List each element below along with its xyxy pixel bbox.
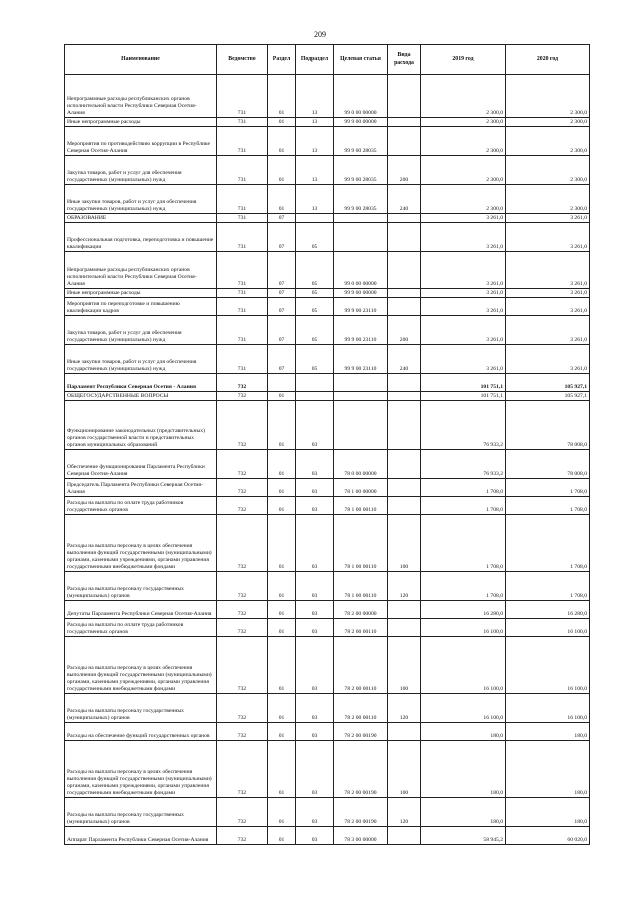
row-podrazdel: 03 <box>296 619 334 637</box>
table-row <box>65 515 590 572</box>
table-row <box>65 118 590 127</box>
row-razdel: 01 <box>268 497 296 515</box>
row-vedomstvo: 731 <box>217 289 268 298</box>
row-vedomstvo: 732 <box>217 479 268 497</box>
row-name: Расходы на выплаты персоналу в целях обеспечения выполнения функций государственными (муниципальными) органами, казенными учреждениями, органами управления государственными внебюджетными фондами <box>65 741 217 798</box>
row-razdel: 01 <box>268 392 296 401</box>
row-razdel: 01 <box>268 401 296 450</box>
table-row <box>65 401 590 450</box>
row-expense-type: 240 <box>388 345 421 374</box>
row-amount-2020: 2 300,0 <box>506 156 590 185</box>
row-name: ОБЩЕГОСУДАРСТВЕННЫЕ ВОПРОСЫ <box>65 392 217 401</box>
row-target-article: 99 9 00 28035 <box>334 156 388 185</box>
row-expense-type <box>388 75 421 118</box>
row-expense-type <box>388 118 421 127</box>
row-razdel: 07 <box>268 289 296 298</box>
header-vedomstvo: Ведомство <box>217 45 268 75</box>
row-name: Закупка товаров, работ и услуг для обеспечения государственных (муниципальных) нужд <box>65 316 217 345</box>
row-name: Аппарат Парламента Республики Северная Осетия-Алания <box>65 827 217 845</box>
row-amount-2020: 105 927,1 <box>506 374 590 392</box>
row-amount-2019: 1 708,0 <box>421 497 506 515</box>
table-row <box>65 289 590 298</box>
row-amount-2019: 76 933,2 <box>421 401 506 450</box>
row-name: Расходы на выплаты по оплате труда работников государственных органов <box>65 619 217 637</box>
row-target-article: 78 0 00 00000 <box>334 450 388 479</box>
table-row <box>65 572 590 601</box>
row-amount-2019: 101 751,1 <box>421 374 506 392</box>
row-vedomstvo: 731 <box>217 156 268 185</box>
row-target-article <box>334 374 388 392</box>
row-podrazdel: 03 <box>296 637 334 694</box>
row-name: Расходы на выплаты персоналу государственных (муниципальных) органов <box>65 798 217 827</box>
row-amount-2020: 3 261,0 <box>506 345 590 374</box>
row-amount-2019: 1 708,0 <box>421 479 506 497</box>
row-razdel: 01 <box>268 798 296 827</box>
row-expense-type <box>388 127 421 156</box>
row-expense-type <box>388 479 421 497</box>
row-amount-2019: 3 261,0 <box>421 252 506 289</box>
row-expense-type <box>388 497 421 515</box>
row-amount-2019: 16 280,0 <box>421 601 506 619</box>
row-amount-2019: 101 751,1 <box>421 392 506 401</box>
row-razdel: 01 <box>268 741 296 798</box>
row-amount-2020: 180,0 <box>506 798 590 827</box>
header-target-article: Целевая статья <box>334 45 388 75</box>
row-name: ОБРАЗОВАНИЕ <box>65 214 217 223</box>
budget-table <box>64 44 590 845</box>
header-year-2020: 2020 год <box>506 45 590 75</box>
row-target-article: 78 2 00 00110 <box>334 637 388 694</box>
row-podrazdel: 03 <box>296 479 334 497</box>
row-target-article: 78 2 00 00190 <box>334 798 388 827</box>
row-expense-type <box>388 450 421 479</box>
row-vedomstvo: 731 <box>217 252 268 289</box>
row-razdel: 01 <box>268 572 296 601</box>
row-name: Иные непрограммные расходы <box>65 289 217 298</box>
header-podrazdel: Подраздел <box>296 45 334 75</box>
row-razdel: 01 <box>268 619 296 637</box>
row-name: Функционирование законодательных (представительных) органов государственной власти и представительных органов муниципальных образований <box>65 401 217 450</box>
row-amount-2020: 16 100,0 <box>506 694 590 723</box>
table-row <box>65 798 590 827</box>
row-podrazdel: 13 <box>296 127 334 156</box>
row-target-article: 78 2 00 00110 <box>334 694 388 723</box>
row-podrazdel: 03 <box>296 572 334 601</box>
table-row <box>65 185 590 214</box>
row-razdel: 01 <box>268 515 296 572</box>
row-amount-2020: 3 261,0 <box>506 289 590 298</box>
header-year-2019: 2019 год <box>421 45 506 75</box>
row-expense-type: 240 <box>388 185 421 214</box>
row-podrazdel <box>296 392 334 401</box>
table-row <box>65 827 590 845</box>
page-number: 209 <box>314 30 326 39</box>
row-target-article: 99 9 00 00000 <box>334 118 388 127</box>
row-razdel: 07 <box>268 223 296 252</box>
row-podrazdel: 13 <box>296 118 334 127</box>
row-amount-2019: 3 261,0 <box>421 316 506 345</box>
row-expense-type <box>388 223 421 252</box>
row-vedomstvo: 731 <box>217 316 268 345</box>
row-amount-2019: 16 100,0 <box>421 694 506 723</box>
row-podrazdel: 13 <box>296 156 334 185</box>
row-razdel: 01 <box>268 637 296 694</box>
table-row <box>65 497 590 515</box>
row-razdel: 01 <box>268 450 296 479</box>
row-podrazdel: 03 <box>296 798 334 827</box>
row-target-article <box>334 392 388 401</box>
row-amount-2020: 78 008,0 <box>506 401 590 450</box>
row-podrazdel: 03 <box>296 401 334 450</box>
row-name: Расходы на выплаты персоналу в целях обеспечения выполнения функций государственными (муниципальными) органами, казенными учреждениями, органами управления государственными внебюджетными фондами <box>65 637 217 694</box>
row-expense-type <box>388 392 421 401</box>
row-name: Мероприятия по переподготовке и повышению квалификации кадров <box>65 298 217 316</box>
row-target-article: 78 1 00 00110 <box>334 515 388 572</box>
row-expense-type <box>388 298 421 316</box>
row-amount-2019: 2 300,0 <box>421 75 506 118</box>
row-amount-2019: 16 100,0 <box>421 637 506 694</box>
row-podrazdel: 03 <box>296 723 334 741</box>
row-podrazdel: 05 <box>296 289 334 298</box>
row-target-article: 99 9 00 23110 <box>334 345 388 374</box>
row-name: Закупка товаров, работ и услуг для обеспечения государственных (муниципальных) нужд <box>65 156 217 185</box>
table-row <box>65 75 590 118</box>
row-target-article <box>334 223 388 252</box>
row-expense-type <box>388 827 421 845</box>
row-vedomstvo: 731 <box>217 185 268 214</box>
row-target-article: 78 1 00 00000 <box>334 479 388 497</box>
row-razdel: 01 <box>268 723 296 741</box>
row-target-article: 99 9 00 23110 <box>334 316 388 345</box>
row-amount-2020: 1 708,0 <box>506 497 590 515</box>
row-amount-2019: 3 261,0 <box>421 289 506 298</box>
row-vedomstvo: 731 <box>217 75 268 118</box>
row-razdel: 07 <box>268 214 296 223</box>
row-vedomstvo: 732 <box>217 741 268 798</box>
row-amount-2019: 76 933,2 <box>421 450 506 479</box>
row-name: Иные непрограммные расходы <box>65 118 217 127</box>
row-amount-2019: 3 261,0 <box>421 298 506 316</box>
row-expense-type <box>388 252 421 289</box>
header-expense-type: Вида расхода <box>388 45 421 75</box>
row-amount-2020: 78 008,0 <box>506 450 590 479</box>
table-row <box>65 127 590 156</box>
row-vedomstvo: 731 <box>217 345 268 374</box>
row-expense-type <box>388 214 421 223</box>
row-name: Мероприятия по противодействию коррупции в Республике Северная Осетия-Алания <box>65 127 217 156</box>
row-vedomstvo: 732 <box>217 515 268 572</box>
row-name: Иные закупки товаров, работ и услуг для обеспечения государственных (муниципальных) нужд <box>65 345 217 374</box>
row-expense-type: 100 <box>388 637 421 694</box>
row-vedomstvo: 732 <box>217 450 268 479</box>
row-amount-2020: 105 927,1 <box>506 392 590 401</box>
row-expense-type: 100 <box>388 515 421 572</box>
row-expense-type <box>388 619 421 637</box>
row-target-article: 78 2 00 00000 <box>334 601 388 619</box>
row-vedomstvo: 732 <box>217 619 268 637</box>
row-amount-2020: 2 300,0 <box>506 127 590 156</box>
table-row <box>65 214 590 223</box>
row-podrazdel: 03 <box>296 827 334 845</box>
row-razdel: 01 <box>268 694 296 723</box>
table-row <box>65 450 590 479</box>
row-amount-2020: 60 020,0 <box>506 827 590 845</box>
row-expense-type: 100 <box>388 741 421 798</box>
row-razdel: 01 <box>268 479 296 497</box>
row-name: Профессиональная подготовка, переподготовка и повышение квалификации <box>65 223 217 252</box>
row-expense-type <box>388 374 421 392</box>
row-expense-type: 120 <box>388 694 421 723</box>
row-expense-type: 200 <box>388 316 421 345</box>
row-amount-2019: 180,0 <box>421 798 506 827</box>
row-vedomstvo: 732 <box>217 601 268 619</box>
row-razdel <box>268 374 296 392</box>
row-razdel: 07 <box>268 298 296 316</box>
row-target-article: 99 9 00 00000 <box>334 289 388 298</box>
row-expense-type <box>388 601 421 619</box>
table-row <box>65 723 590 741</box>
row-vedomstvo: 732 <box>217 798 268 827</box>
row-target-article: 99 0 00 00000 <box>334 75 388 118</box>
row-amount-2019: 2 300,0 <box>421 118 506 127</box>
row-amount-2020: 180,0 <box>506 741 590 798</box>
row-amount-2020: 3 261,0 <box>506 298 590 316</box>
row-razdel: 07 <box>268 252 296 289</box>
row-podrazdel: 03 <box>296 694 334 723</box>
row-amount-2020: 16 100,0 <box>506 619 590 637</box>
table-row <box>65 479 590 497</box>
row-name: Непрограммные расходы республиканских органов исполнительной власти Республики Северная Осетия-Алания <box>65 75 217 118</box>
table-row <box>65 316 590 345</box>
row-name: Расходы на выплаты персоналу в целях обеспечения выполнения функций государственными (муниципальными) органами, казенными учреждениями, органами управления государственными внебюджетными фондами <box>65 515 217 572</box>
row-podrazdel: 05 <box>296 345 334 374</box>
row-amount-2020: 2 300,0 <box>506 75 590 118</box>
row-podrazdel: 03 <box>296 601 334 619</box>
row-expense-type: 200 <box>388 156 421 185</box>
row-name: Иные закупки товаров, работ и услуг для обеспечения государственных (муниципальных) нужд <box>65 185 217 214</box>
row-expense-type: 120 <box>388 798 421 827</box>
table-row <box>65 637 590 694</box>
row-name: Непрограммные расходы республиканских органов исполнительной власти Республики Северная Осетия-Алания <box>65 252 217 289</box>
row-name: Расходы на обеспечение функций государственных органов <box>65 723 217 741</box>
row-expense-type <box>388 723 421 741</box>
row-target-article: 99 9 00 28035 <box>334 185 388 214</box>
row-target-article: 78 1 00 00110 <box>334 572 388 601</box>
row-razdel: 01 <box>268 127 296 156</box>
row-vedomstvo: 732 <box>217 572 268 601</box>
header-razdel: Раздел <box>268 45 296 75</box>
table-row <box>65 252 590 289</box>
row-name: Депутаты Парламента Республики Северная Осетия-Алания <box>65 601 217 619</box>
table-row <box>65 223 590 252</box>
row-razdel: 07 <box>268 316 296 345</box>
row-razdel: 01 <box>268 601 296 619</box>
row-vedomstvo: 732 <box>217 694 268 723</box>
table-header-row <box>65 45 590 75</box>
row-amount-2019: 2 300,0 <box>421 127 506 156</box>
row-podrazdel: 03 <box>296 741 334 798</box>
row-amount-2019: 58 945,2 <box>421 827 506 845</box>
row-amount-2019: 2 300,0 <box>421 156 506 185</box>
row-podrazdel: 03 <box>296 515 334 572</box>
row-razdel: 01 <box>268 827 296 845</box>
row-amount-2019: 16 100,0 <box>421 619 506 637</box>
row-podrazdel: 05 <box>296 223 334 252</box>
row-target-article <box>334 401 388 450</box>
row-podrazdel: 03 <box>296 497 334 515</box>
row-razdel: 01 <box>268 75 296 118</box>
row-podrazdel: 13 <box>296 185 334 214</box>
row-amount-2019: 3 261,0 <box>421 214 506 223</box>
row-vedomstvo: 732 <box>217 827 268 845</box>
row-vedomstvo: 732 <box>217 637 268 694</box>
row-razdel: 01 <box>268 118 296 127</box>
row-amount-2019: 2 300,0 <box>421 185 506 214</box>
row-expense-type <box>388 289 421 298</box>
row-vedomstvo: 731 <box>217 298 268 316</box>
row-amount-2020: 3 261,0 <box>506 214 590 223</box>
row-expense-type: 120 <box>388 572 421 601</box>
row-amount-2020: 3 261,0 <box>506 223 590 252</box>
row-vedomstvo: 732 <box>217 392 268 401</box>
row-amount-2019: 180,0 <box>421 723 506 741</box>
row-amount-2020: 2 300,0 <box>506 118 590 127</box>
row-target-article: 99 0 00 00000 <box>334 252 388 289</box>
row-razdel: 07 <box>268 345 296 374</box>
row-razdel: 01 <box>268 185 296 214</box>
row-amount-2020: 1 708,0 <box>506 572 590 601</box>
row-amount-2019: 3 261,0 <box>421 345 506 374</box>
row-amount-2020: 2 300,0 <box>506 185 590 214</box>
row-target-article: 78 3 00 00000 <box>334 827 388 845</box>
row-name: Парламент Республики Северная Осетия - Алания <box>65 374 217 392</box>
row-amount-2020: 1 708,0 <box>506 479 590 497</box>
row-podrazdel: 05 <box>296 252 334 289</box>
table-row <box>65 741 590 798</box>
row-name: Председатель Парламента Республики Северная Осетия-Алания <box>65 479 217 497</box>
table-row <box>65 374 590 392</box>
row-target-article: 78 2 00 00190 <box>334 723 388 741</box>
row-amount-2020: 180,0 <box>506 723 590 741</box>
row-vedomstvo: 731 <box>217 214 268 223</box>
row-vedomstvo: 732 <box>217 497 268 515</box>
row-vedomstvo: 731 <box>217 118 268 127</box>
row-vedomstvo: 731 <box>217 127 268 156</box>
row-name: Расходы на выплаты персоналу государственных (муниципальных) органов <box>65 694 217 723</box>
table-row <box>65 345 590 374</box>
row-vedomstvo: 732 <box>217 723 268 741</box>
row-amount-2020: 3 261,0 <box>506 316 590 345</box>
row-podrazdel <box>296 214 334 223</box>
table-row <box>65 156 590 185</box>
row-podrazdel: 05 <box>296 316 334 345</box>
header-name: Наименование <box>65 45 217 75</box>
row-podrazdel <box>296 374 334 392</box>
row-amount-2020: 3 261,0 <box>506 252 590 289</box>
row-name: Расходы на выплаты персоналу государственных (муниципальных) органов <box>65 572 217 601</box>
row-podrazdel: 13 <box>296 75 334 118</box>
table-row <box>65 601 590 619</box>
row-target-article: 78 2 00 00110 <box>334 619 388 637</box>
row-amount-2020: 16 280,0 <box>506 601 590 619</box>
row-vedomstvo: 732 <box>217 374 268 392</box>
row-amount-2020: 1 708,0 <box>506 515 590 572</box>
row-amount-2019: 1 708,0 <box>421 572 506 601</box>
row-expense-type <box>388 401 421 450</box>
row-target-article: 78 1 00 00110 <box>334 497 388 515</box>
row-amount-2020: 16 100,0 <box>506 637 590 694</box>
row-name: Обеспечение функционирования Парламента Республики Северная Осетия-Алания <box>65 450 217 479</box>
row-name: Расходы на выплаты по оплате труда работников государственных органов <box>65 497 217 515</box>
row-amount-2019: 3 261,0 <box>421 223 506 252</box>
table-row <box>65 392 590 401</box>
table-row <box>65 694 590 723</box>
row-target-article <box>334 214 388 223</box>
row-razdel: 01 <box>268 156 296 185</box>
row-target-article: 99 9 00 28035 <box>334 127 388 156</box>
row-target-article: 78 2 00 00190 <box>334 741 388 798</box>
row-amount-2019: 1 708,0 <box>421 515 506 572</box>
row-target-article: 99 9 00 23110 <box>334 298 388 316</box>
row-podrazdel: 05 <box>296 298 334 316</box>
table-row <box>65 298 590 316</box>
row-amount-2019: 180,0 <box>421 741 506 798</box>
row-vedomstvo: 732 <box>217 401 268 450</box>
table-row <box>65 619 590 637</box>
row-podrazdel: 03 <box>296 450 334 479</box>
table-body <box>65 75 590 845</box>
row-vedomstvo: 731 <box>217 223 268 252</box>
